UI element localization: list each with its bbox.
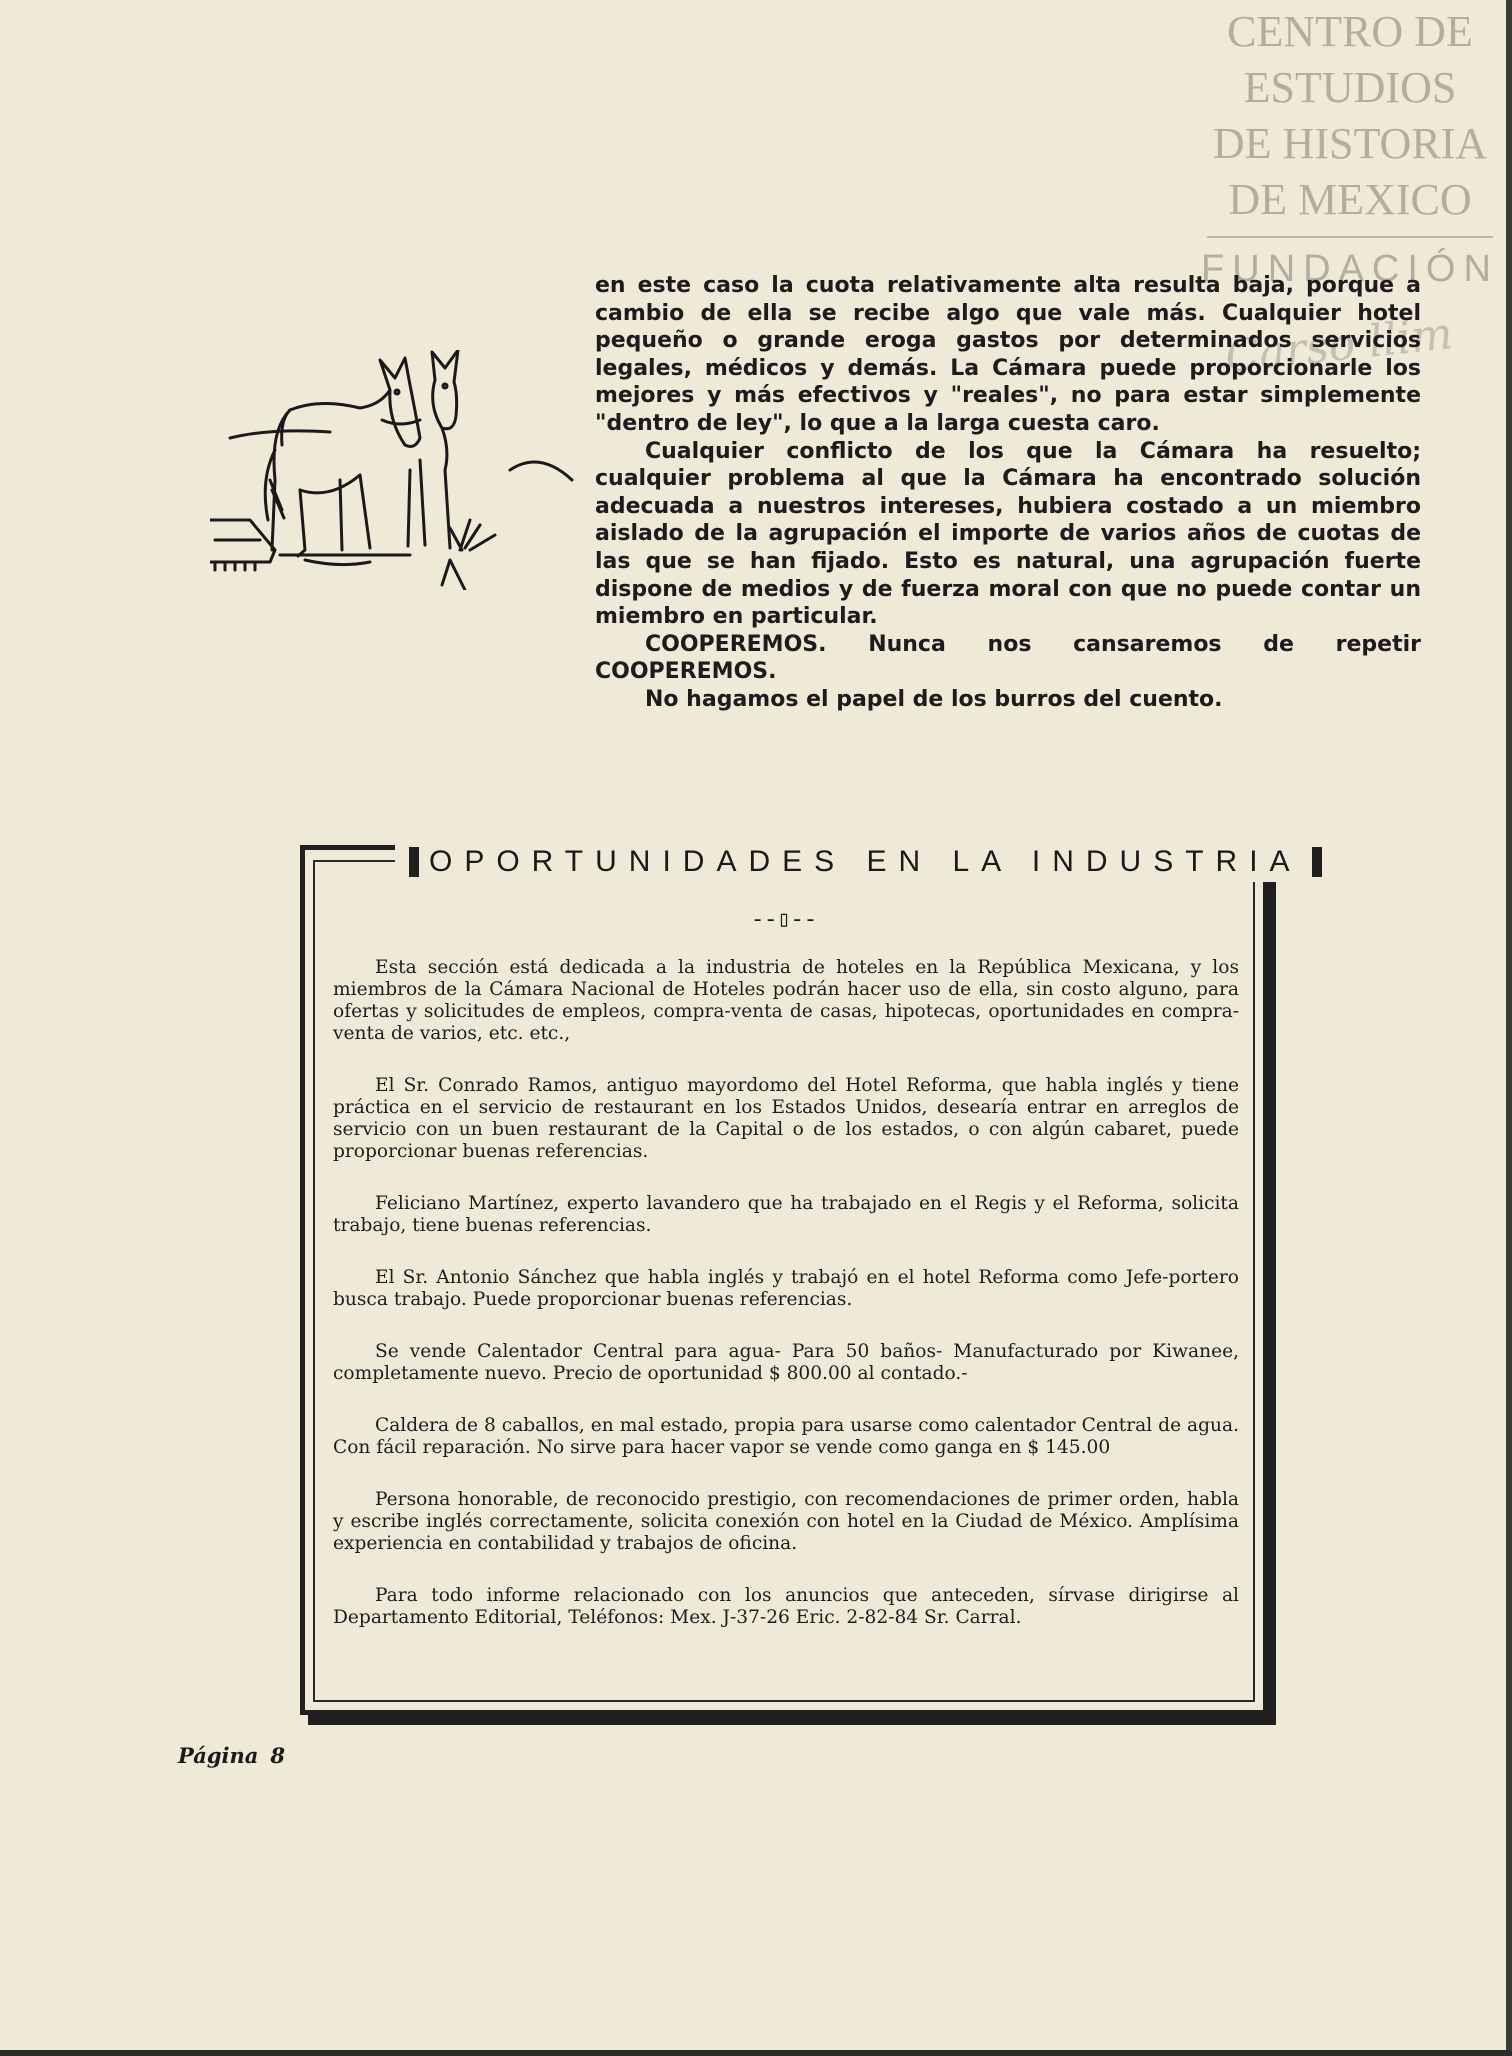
watermark-line: CENTRO DE (1227, 7, 1473, 56)
opportunities-listings (333, 957, 1239, 1629)
article-paragraph: en este caso la cuota relativamente alta resulta baja, porque a cambio de ella se recibe algo que vale más. Cualquier hotel pequeño o grande eroga gastos por determinados servicios legales, médicos y demás. La Cámara puede proporcionarle los mejores y más efectivos y "reales", no para estar simplemente "dentro de ley", lo que a la larga cuesta caro. (595, 273, 1421, 436)
listing-item: Se vende Calentador Central para agua- Para 50 baños- Manufacturado por Kiwanee, completamente nuevo. Precio de oportunidad $ 800.00 al contado.- (333, 1341, 1239, 1384)
listing-item: Esta sección está dedicada a la industria de hoteles en la República Mexicana, y los miembros de la Cámara Nacional de Hoteles podrán hacer uso de ella, sin costo alguno, para ofertas y solicitudes de empleos, compra-venta de casas, hipotecas, oportunidades en compra-venta de varios, etc. etc., (333, 957, 1239, 1044)
listing-item: Feliciano Martínez, experto lavandero que ha trabajado en el Regis y el Reforma, solicita trabajo, tiene buenas referencias. (333, 1193, 1239, 1236)
title-bracket-right-icon (1312, 847, 1322, 877)
page-edge-shadow-right (1506, 0, 1512, 2056)
page-number-value: 8 (270, 1743, 285, 1768)
opportunities-title: OPORTUNIDADES EN LA INDUSTRIA (429, 845, 1302, 878)
article-text (595, 272, 1421, 714)
page-label: Página (178, 1743, 259, 1768)
page-edge-shadow-bottom (0, 2050, 1512, 2056)
watermark-line: DE MEXICO (1228, 175, 1472, 224)
page-number (178, 1743, 285, 1768)
donkeys-illustration (210, 350, 580, 590)
donkeys-drawing-icon (210, 350, 580, 590)
watermark-signature: Carso llim (1222, 308, 1455, 383)
title-bracket-left-icon (409, 847, 419, 877)
archive-watermark (1195, 4, 1505, 292)
opportunities-section (300, 845, 1302, 1715)
watermark-line: ESTUDIOS (1243, 63, 1457, 112)
watermark-line: DE HISTORIA (1212, 119, 1488, 168)
article-paragraph: COOPEREMOS. Nunca nos cansaremos de repetir COOPEREMOS. (595, 631, 1421, 685)
listing-item: El Sr. Antonio Sánchez que habla inglés y trabajó en el hotel Reforma como Jefe-portero busca trabajo. Puede proporcionar buenas referencias. (333, 1267, 1239, 1310)
listing-item: Persona honorable, de reconocido prestigio, con recomendaciones de primer orden, habla y escribe inglés correctamente, solicita conexión con hotel en la Ciudad de México. Amplísima experiencia en contabilidad y trabajos de oficina. (333, 1489, 1239, 1554)
listing-contact-info: Para todo informe relacionado con los anuncios que anteceden, sírvase dirigirse al Departamento Editorial, Teléfonos: Mex. J-37-26 Eric. 2-82-84 Sr. Carral. (333, 1585, 1239, 1628)
opportunities-title-bar (395, 842, 1336, 882)
watermark-divider (1207, 236, 1493, 238)
section-ornament: --▯-- (750, 908, 818, 933)
opportunities-inner-frame (313, 845, 1302, 1702)
listing-item: Caldera de 8 caballos, en mal estado, propia para usarse como calentador Central de agua. Con fácil reparación. No sirve para hacer vapor se vende como ganga en $ 145.00 (333, 1415, 1239, 1458)
listing-item: El Sr. Conrado Ramos, antiguo mayordomo del Hotel Reforma, que habla inglés y tiene práctica en el servicio de restaurant en los Estados Unidos, desearía entrar en arreglos de servicio con un buen restaurant de la Capital o de los estados, o con algún cabaret, puede proporcionar buenas referencias. (333, 1075, 1239, 1162)
article-closing-line: No hagamos el papel de los burros del cuento. (645, 686, 1223, 712)
article-paragraph: Cualquier conflicto de los que la Cámara ha resuelto; cualquier problema al que la Cámara ha encontrado solución adecuada a nuestros intereses, hubiera costado a un miembro aislado de la agrupación el importe de varios años de cuotas de las que se han fijado. Esto es natural, una agrupación fuerte dispone de medios y de fuerza moral con que no puede contar un miembro en particular. (595, 438, 1421, 630)
watermark-foundation: FUNDACIÓN (1201, 248, 1499, 290)
